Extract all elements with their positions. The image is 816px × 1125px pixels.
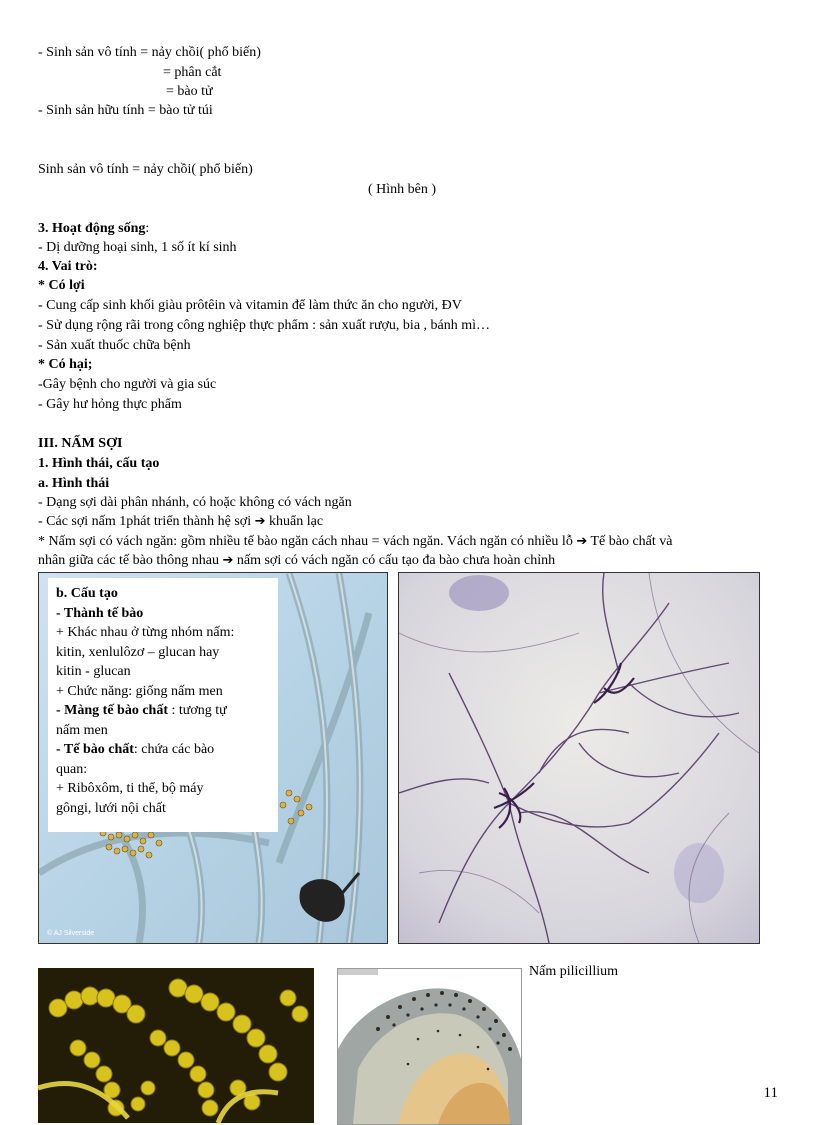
photo-credit: © AJ Silverside <box>47 930 95 937</box>
page-number: 11 <box>763 1085 778 1101</box>
cell-wall-line: + Khác nhau ở từng nhóm nấm: <box>56 625 235 640</box>
membrane-label: - Màng tế bào chất <box>56 703 168 718</box>
morphology-line-4 <box>38 552 555 570</box>
cytoplasm-text: : chứa các bào <box>133 742 215 757</box>
morphology-line-3a: * Nấm sợi có vách ngăn: gồm nhiều tế bào ngăn cách nhau = vách ngăn. Vách ngăn có nhiều lỗ <box>38 534 573 549</box>
yellow-conidia-photo <box>38 968 314 1123</box>
harm-item: -Gây bệnh cho người và gia súc <box>38 377 217 392</box>
membrane-text: : tương tự <box>168 703 227 718</box>
cytoplasm-label: - Tế bào chất <box>56 742 134 757</box>
membrane-line <box>56 701 270 721</box>
morphology-line-1: - Dạng sợi dài phân nhánh, có hoặc không có vách ngăn <box>38 495 352 510</box>
repro-line-vegetative: - Sinh sản vô tính = nảy chồi( phổ biến) <box>38 45 261 60</box>
structure-callout <box>48 578 278 832</box>
asexual-note: Sinh sản vô tính = nảy chồi( phổ biến) <box>38 162 253 177</box>
repro-line-sexual: - Sinh sản hữu tính = bào tử túi <box>38 103 213 118</box>
morphology-line-4a: nhân giữa các tế bào thông nhau <box>38 553 219 568</box>
repro-line-fission: = phân cắt <box>163 65 222 80</box>
penicillium-caption: Nấm pilicillium <box>529 964 619 979</box>
cytoplasm-line <box>56 740 270 760</box>
stained-hyphae-photo <box>398 572 760 944</box>
cell-wall-line: kitin - glucan <box>56 664 131 679</box>
morphology-line-4b: nấm sợi có vách ngăn có cấu tạo đa bào chưa hoàn chỉnh <box>236 553 556 568</box>
structure-heading: b. Cấu tạo <box>56 586 118 601</box>
section-iii-sub-a: a. Hình thái <box>38 476 110 491</box>
benefit-item: - Sản xuất thuốc chữa bệnh <box>38 338 191 353</box>
harm-item: - Gây hư hỏng thực phẩm <box>38 397 182 412</box>
organelle-line: gôngi, lưới nội chất <box>56 800 166 816</box>
benefit-item: - Sử dụng rộng rãi trong công nghiệp thực phẩm : sản xuất rượu, bia , bánh mì… <box>38 318 491 333</box>
arrow-right-icon: ➔ <box>576 534 588 549</box>
section3-heading-colon: : <box>145 221 150 236</box>
figure-reference: ( Hình bên ) <box>368 182 437 197</box>
harm-heading: * Có hại; <box>38 357 93 372</box>
morphology-line-2a: - Các sợi nấm 1phát triển thành hệ sợi <box>38 514 252 529</box>
section-iii-sub1: 1. Hình thái, cấu tạo <box>38 456 160 471</box>
arrow-right-icon: ➔ <box>222 553 234 568</box>
yellow-conidia-art <box>38 968 314 1123</box>
penicillium-colony-photo <box>337 968 522 1125</box>
morphology-line-2 <box>38 513 323 531</box>
section4-heading: 4. Vai trò: <box>38 259 98 274</box>
section-iii-title: III. NẤM SỢI <box>38 436 123 451</box>
morphology-line-3 <box>38 533 673 551</box>
membrane-cont: nấm men <box>56 722 108 738</box>
stained-hyphae-art <box>399 573 759 943</box>
cell-wall-heading: - Thành tế bào <box>56 605 144 621</box>
penicillium-colony-art <box>338 969 521 1124</box>
benefit-heading: * Có lợi <box>38 278 85 293</box>
cytoplasm-cont: quan: <box>56 761 88 777</box>
arrow-right-icon: ➔ <box>254 514 266 529</box>
cell-wall-line: kitin, xenlulôzơ – glucan hay <box>56 644 220 660</box>
morphology-line-3b: Tế bào chất và <box>590 534 673 549</box>
repro-line-spore: = bào tử <box>166 84 213 99</box>
morphology-line-2b: khuẩn lạc <box>269 514 324 529</box>
section3-item: - Dị dưỡng hoại sinh, 1 số ít kí sinh <box>38 240 237 255</box>
benefit-item: - Cung cấp sinh khối giàu prôtêin và vitamin để làm thức ăn cho người, ĐV <box>38 298 462 313</box>
section3-heading-text: 3. Hoạt động sống <box>38 221 146 236</box>
cell-wall-line: + Chức năng: giống nấm men <box>56 683 223 699</box>
organelle-line: + Ribôxôm, ti thể, bộ máy <box>56 781 204 796</box>
section3-heading <box>38 220 149 238</box>
